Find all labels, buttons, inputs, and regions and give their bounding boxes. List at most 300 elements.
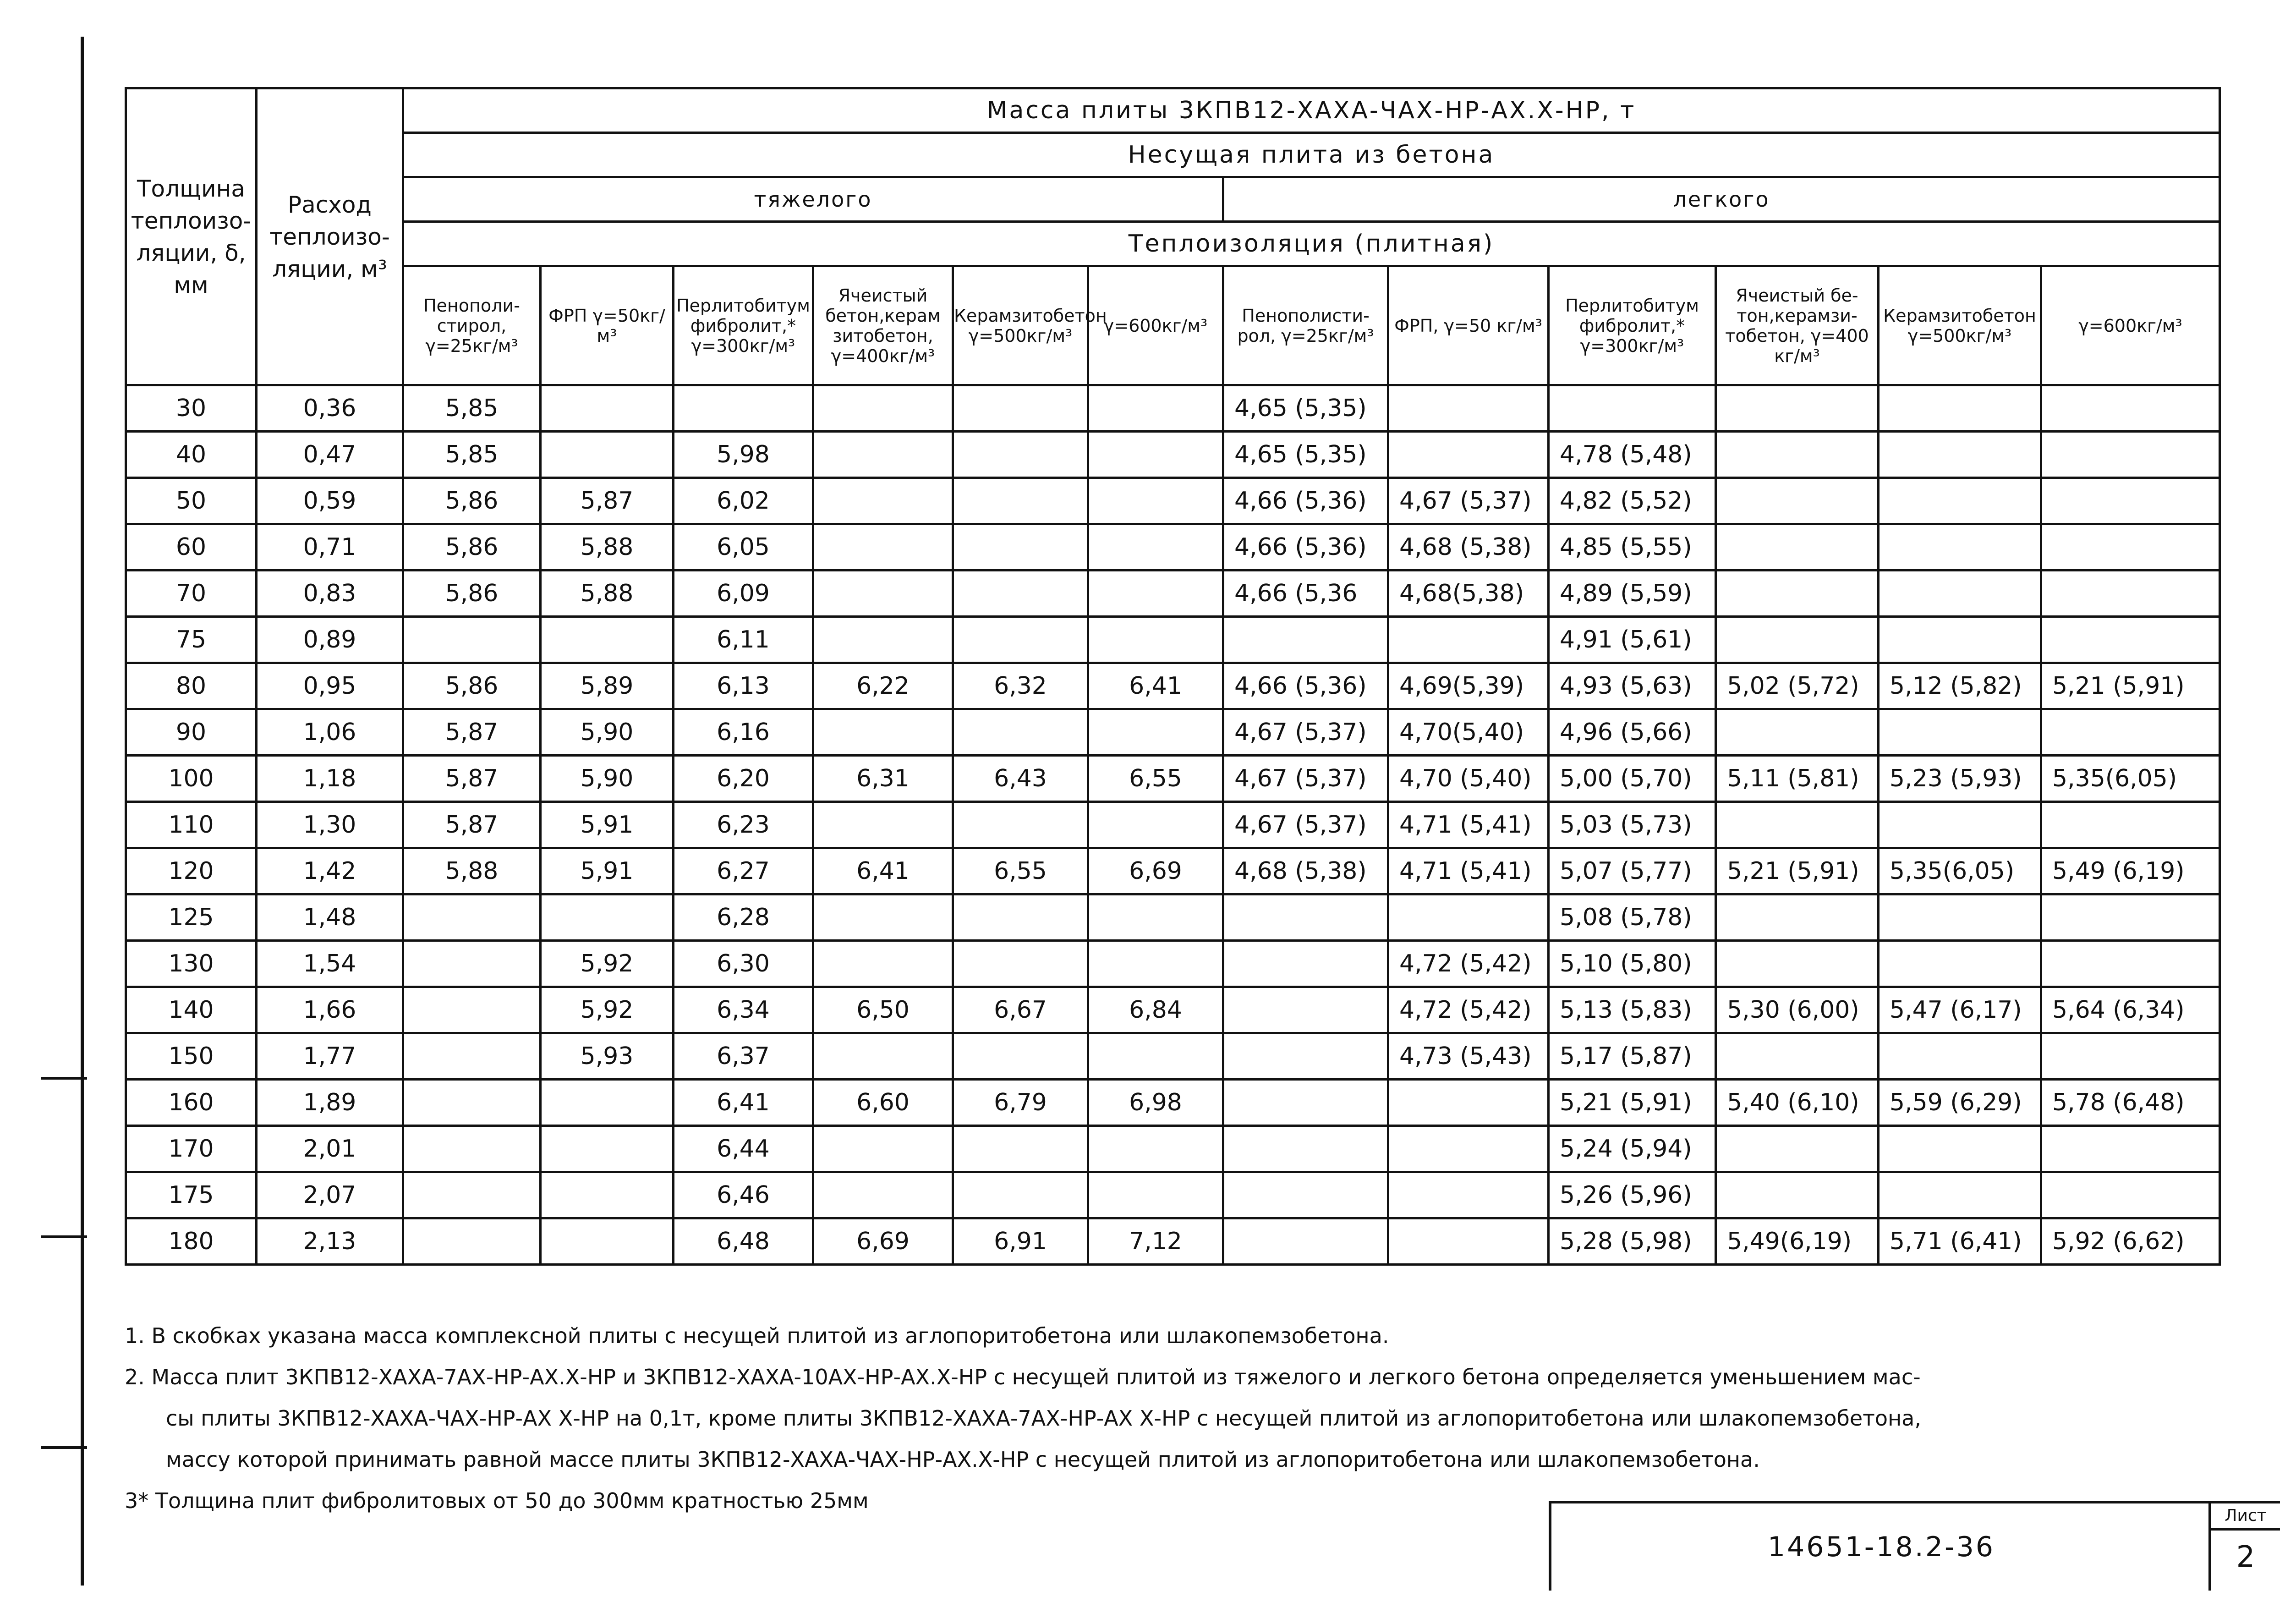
table-cell: 5,35(6,05) — [1879, 848, 2041, 894]
table-cell — [541, 894, 674, 941]
table-row — [126, 617, 2220, 663]
table-cell — [541, 432, 674, 478]
table-cell: 5,87 — [403, 709, 541, 756]
table-cell: 1,30 — [257, 802, 403, 848]
table-cell: 6,27 — [674, 848, 813, 894]
table-cell — [1088, 894, 1223, 941]
table-cell — [953, 894, 1088, 941]
table-cell: 4,65 (5,35) — [1223, 385, 1388, 432]
table-cell: 6,69 — [1088, 848, 1223, 894]
table-cell: 6,09 — [674, 571, 813, 617]
table-cell — [1879, 1172, 2041, 1218]
table-cell: 5,93 — [541, 1033, 674, 1080]
table-row — [126, 524, 2220, 571]
table-cell — [1879, 385, 2041, 432]
table-cell — [953, 941, 1088, 987]
document-code: 14651-18.2-36 — [1767, 1531, 1995, 1563]
table-cell: 5,49 (6,19) — [2041, 848, 2220, 894]
table-cell — [1716, 941, 1879, 987]
table-cell — [1716, 617, 1879, 663]
table-cell: 4,89 (5,59) — [1549, 571, 1716, 617]
table-row — [126, 1033, 2220, 1080]
consumption-header: Расход теплоизо-ляции, м³ — [257, 88, 403, 385]
table-cell — [541, 385, 674, 432]
table-cell: 7,12 — [1088, 1218, 1223, 1265]
table-cell — [403, 1218, 541, 1265]
table-cell: 180 — [126, 1218, 257, 1265]
table-cell: 110 — [126, 802, 257, 848]
table-cell: 5,85 — [403, 385, 541, 432]
table-cell — [813, 1033, 953, 1080]
table-cell: 5,98 — [674, 432, 813, 478]
table-cell: 6,16 — [674, 709, 813, 756]
table-cell: 5,91 — [541, 802, 674, 848]
table-cell: 5,88 — [541, 524, 674, 571]
table-cell: 140 — [126, 987, 257, 1033]
table-cell — [2041, 385, 2220, 432]
heavy-perlitobitum-header: Перлитобитум фибролит,* γ=300кг/м³ — [674, 266, 813, 385]
table-cell — [1388, 1218, 1549, 1265]
table-cell: 5,90 — [541, 709, 674, 756]
table-cell — [2041, 617, 2220, 663]
table-cell: 4,71 (5,41) — [1388, 802, 1549, 848]
table-cell: 6,43 — [953, 756, 1088, 802]
table-cell — [953, 1172, 1088, 1218]
table-cell — [953, 524, 1088, 571]
table-cell — [1879, 894, 2041, 941]
light-yacheistyi-header: Ячеистый бе-тон,керамзи-тобетон, γ=400 кг/м³ — [1716, 266, 1879, 385]
table-cell: 6,23 — [674, 802, 813, 848]
table-row — [126, 894, 2220, 941]
table-cell — [541, 1080, 674, 1126]
table-cell — [541, 617, 674, 663]
table-cell: 5,10 (5,80) — [1549, 941, 1716, 987]
table-cell: 5,21 (5,91) — [2041, 663, 2220, 709]
table-cell — [1388, 617, 1549, 663]
table-cell — [813, 571, 953, 617]
table-cell — [1716, 1172, 1879, 1218]
table-cell — [813, 894, 953, 941]
table-cell: 6,67 — [953, 987, 1088, 1033]
table-cell — [813, 432, 953, 478]
table-cell: 5,40 (6,10) — [1716, 1080, 1879, 1126]
table-cell: 4,66 (5,36 — [1223, 571, 1388, 617]
table-cell: 2,01 — [257, 1126, 403, 1172]
table-cell: 6,60 — [813, 1080, 953, 1126]
table-cell: 4,69(5,39) — [1388, 663, 1549, 709]
table-row — [126, 385, 2220, 432]
table-cell — [1223, 941, 1388, 987]
table-cell: 6,46 — [674, 1172, 813, 1218]
heavy-keramzit-500-label: γ=500кг/м³ — [968, 325, 1073, 346]
light-keramzit-600-header: γ=600кг/м³ — [2041, 266, 2220, 385]
table-cell — [1223, 894, 1388, 941]
light-frp-header: ФРП, γ=50 кг/м³ — [1388, 266, 1549, 385]
table-cell: 6,20 — [674, 756, 813, 802]
table-cell: 4,65 (5,35) — [1223, 432, 1388, 478]
table-cell: 5,88 — [403, 848, 541, 894]
table-cell: 1,48 — [257, 894, 403, 941]
table-cell: 6,55 — [953, 848, 1088, 894]
table-cell: 0,36 — [257, 385, 403, 432]
table-cell: 2,07 — [257, 1172, 403, 1218]
table-cell — [1879, 802, 2041, 848]
table-cell — [1716, 524, 1879, 571]
table-cell: 4,68 (5,38) — [1388, 524, 1549, 571]
table-cell: 5,59 (6,29) — [1879, 1080, 2041, 1126]
table-cell — [813, 941, 953, 987]
table-cell — [541, 1218, 674, 1265]
note-2-line-3: массу которой принимать равной массе плиты 3КПВ12-ХАХА-ЧАХ-НР-АХ.Х-НР с несущей плитой из аглопоритобетона или шлакопемзобетона. — [166, 1447, 1760, 1472]
table-cell: 4,68 (5,38) — [1223, 848, 1388, 894]
table-cell — [1088, 1126, 1223, 1172]
table-cell — [2041, 478, 2220, 524]
table-row — [126, 432, 2220, 478]
table-cell: 6,91 — [953, 1218, 1088, 1265]
table-cell — [1088, 1033, 1223, 1080]
table-cell — [813, 478, 953, 524]
table-cell: 5,07 (5,77) — [1549, 848, 1716, 894]
table-cell — [953, 1126, 1088, 1172]
table-cell: 90 — [126, 709, 257, 756]
heavy-keramzit-group-label: Керамзитобетон — [954, 305, 1107, 326]
table-row — [126, 1080, 2220, 1126]
table-cell — [674, 385, 813, 432]
table-cell: 5,17 (5,87) — [1549, 1033, 1716, 1080]
heavy-penopolistirol-header: Пенополи-стирол, γ=25кг/м³ — [403, 266, 541, 385]
table-cell: 5,64 (6,34) — [2041, 987, 2220, 1033]
table-row — [126, 1126, 2220, 1172]
table-cell: 5,47 (6,17) — [1879, 987, 2041, 1033]
table-cell — [953, 1033, 1088, 1080]
table-cell: 6,55 — [1088, 756, 1223, 802]
table-cell: 6,05 — [674, 524, 813, 571]
table-cell: 5,23 (5,93) — [1879, 756, 2041, 802]
light-keramzit-500-header — [1879, 266, 2041, 385]
table-cell: 5,88 — [541, 571, 674, 617]
table-cell: 5,21 (5,91) — [1549, 1080, 1716, 1126]
table-cell — [403, 987, 541, 1033]
table-cell — [1388, 1126, 1549, 1172]
table-cell: 5,86 — [403, 524, 541, 571]
table-row — [126, 1172, 2220, 1218]
table-cell: 100 — [126, 756, 257, 802]
table-cell — [2041, 1172, 2220, 1218]
table-cell: 0,71 — [257, 524, 403, 571]
table-cell: 5,08 (5,78) — [1549, 894, 1716, 941]
table-cell: 5,24 (5,94) — [1549, 1126, 1716, 1172]
table-cell — [1223, 1218, 1388, 1265]
insulation-header: Теплоизоляция (плитная) — [403, 222, 2220, 266]
table-cell — [1879, 478, 2041, 524]
table-cell: 60 — [126, 524, 257, 571]
table-cell: 1,89 — [257, 1080, 403, 1126]
table-cell — [1716, 1033, 1879, 1080]
table-cell — [1879, 524, 2041, 571]
table-cell: 5,30 (6,00) — [1716, 987, 1879, 1033]
heavy-keramzit-500-header — [953, 266, 1107, 385]
table-cell: 4,67 (5,37) — [1223, 709, 1388, 756]
table-cell: 4,67 (5,37) — [1388, 478, 1549, 524]
table-cell — [1223, 1172, 1388, 1218]
table-cell: 6,44 — [674, 1126, 813, 1172]
table-cell — [2041, 709, 2220, 756]
table-cell — [1388, 432, 1549, 478]
table-cell — [1223, 987, 1388, 1033]
table-cell — [1879, 571, 2041, 617]
table-cell — [813, 524, 953, 571]
table-row — [126, 571, 2220, 617]
table-cell: 4,91 (5,61) — [1549, 617, 1716, 663]
table-cell — [1716, 432, 1879, 478]
mass-title: Масса плиты 3КПВ12-ХАХА-ЧАХ-НР-АХ.Х-НР, т — [403, 88, 2220, 133]
table-cell: 4,67 (5,37) — [1223, 756, 1388, 802]
table-cell — [1879, 432, 2041, 478]
table-cell: 6,37 — [674, 1033, 813, 1080]
table-cell — [403, 894, 541, 941]
table-cell: 5,92 — [541, 941, 674, 987]
table-cell — [1088, 524, 1223, 571]
table-cell — [2041, 524, 2220, 571]
table-cell: 5,85 — [403, 432, 541, 478]
table-cell — [1223, 1080, 1388, 1126]
table-cell: 4,72 (5,42) — [1388, 987, 1549, 1033]
table-cell: 6,11 — [674, 617, 813, 663]
table-cell — [403, 1126, 541, 1172]
table-cell — [2041, 432, 2220, 478]
table-cell: 5,28 (5,98) — [1549, 1218, 1716, 1265]
table-cell — [403, 1033, 541, 1080]
table-cell: 50 — [126, 478, 257, 524]
table-cell: 5,89 — [541, 663, 674, 709]
table-cell — [1716, 709, 1879, 756]
table-cell — [1716, 385, 1879, 432]
table-cell — [2041, 941, 2220, 987]
heavy-yacheistyi-header: Ячеистый бетон,керам зитобетон, γ=400кг/м³ — [813, 266, 953, 385]
table-cell: 125 — [126, 894, 257, 941]
table-cell: 6,79 — [953, 1080, 1088, 1126]
table-cell: 5,13 (5,83) — [1549, 987, 1716, 1033]
table-cell: 4,78 (5,48) — [1549, 432, 1716, 478]
table-row — [126, 478, 2220, 524]
table-cell — [953, 617, 1088, 663]
note-3: 3* Толщина плит фибролитовых от 50 до 300мм кратностью 25мм — [125, 1488, 869, 1513]
table-cell — [1223, 617, 1388, 663]
table-cell — [2041, 571, 2220, 617]
table-cell: 1,06 — [257, 709, 403, 756]
light-perlitobitum-header: Перлитобитум фибролит,* γ=300кг/м³ — [1549, 266, 1716, 385]
table-cell: 5,86 — [403, 663, 541, 709]
table-cell: 4,66 (5,36) — [1223, 663, 1388, 709]
table-cell: 5,87 — [403, 802, 541, 848]
table-cell: 5,91 — [541, 848, 674, 894]
table-cell: 6,13 — [674, 663, 813, 709]
table-cell — [1716, 894, 1879, 941]
table-cell: 4,72 (5,42) — [1388, 941, 1549, 987]
table-cell: 5,35(6,05) — [2041, 756, 2220, 802]
table-cell: 4,67 (5,37) — [1223, 802, 1388, 848]
table-cell — [1549, 385, 1716, 432]
table-cell — [1088, 617, 1223, 663]
table-cell: 1,42 — [257, 848, 403, 894]
table-cell: 4,70(5,40) — [1388, 709, 1549, 756]
table-cell: 80 — [126, 663, 257, 709]
table-cell: 0,47 — [257, 432, 403, 478]
mass-table — [125, 87, 2221, 1266]
table-cell: 5,02 (5,72) — [1716, 663, 1879, 709]
table-cell: 1,66 — [257, 987, 403, 1033]
table-cell — [953, 571, 1088, 617]
table-cell — [953, 709, 1088, 756]
table-cell — [1388, 894, 1549, 941]
table-cell — [2041, 1126, 2220, 1172]
table-cell: 6,41 — [1088, 663, 1223, 709]
table-cell — [1716, 802, 1879, 848]
table-cell: 5,92 — [541, 987, 674, 1033]
table-cell — [1388, 1172, 1549, 1218]
table-cell — [953, 385, 1088, 432]
notes — [125, 1315, 2232, 1521]
table-cell — [1088, 709, 1223, 756]
table-cell — [813, 709, 953, 756]
table-cell: 5,00 (5,70) — [1549, 756, 1716, 802]
table-cell: 5,86 — [403, 571, 541, 617]
table-cell — [813, 617, 953, 663]
table-cell: 70 — [126, 571, 257, 617]
table-cell: 4,73 (5,43) — [1388, 1033, 1549, 1080]
table-row — [126, 848, 2220, 894]
sheet-number: 2 — [2236, 1540, 2255, 1574]
table-cell: 6,34 — [674, 987, 813, 1033]
note-2-line-1: 2. Масса плит 3КПВ12-ХАХА-7АХ-НР-АХ.Х-НР и 3КПВ12-ХАХА-10АХ-НР-АХ.Х-НР с несущей плитой из тяжелого и легкого бетона определяется уменьшением мас- — [125, 1365, 1921, 1389]
table-cell: 170 — [126, 1126, 257, 1172]
table-cell: 6,02 — [674, 478, 813, 524]
table-cell — [1716, 1126, 1879, 1172]
table-cell: 1,77 — [257, 1033, 403, 1080]
table-cell — [2041, 894, 2220, 941]
table-cell: 150 — [126, 1033, 257, 1080]
table-cell: 75 — [126, 617, 257, 663]
table-cell — [813, 1126, 953, 1172]
note-1: 1. В скобках указана масса комплексной плиты с несущей плитой из аглопоритобетона или шлакопемзобетона. — [125, 1323, 1389, 1348]
table-cell — [1879, 709, 2041, 756]
table-cell: 5,71 (6,41) — [1879, 1218, 2041, 1265]
table-cell: 6,98 — [1088, 1080, 1223, 1126]
table-cell: 5,86 — [403, 478, 541, 524]
table-cell: 6,32 — [953, 663, 1088, 709]
table-cell: 6,28 — [674, 894, 813, 941]
table-cell: 4,68(5,38) — [1388, 571, 1549, 617]
table-cell — [1223, 1033, 1388, 1080]
table-cell — [813, 1172, 953, 1218]
table-cell: 5,26 (5,96) — [1549, 1172, 1716, 1218]
table-cell — [813, 385, 953, 432]
table-cell — [1388, 1080, 1549, 1126]
light-keramzit-500-label: γ=500кг/м³ — [1907, 325, 2012, 346]
table-cell: 120 — [126, 848, 257, 894]
table-cell: 5,12 (5,82) — [1879, 663, 2041, 709]
table-cell: 4,66 (5,36) — [1223, 478, 1388, 524]
table-cell: 6,48 — [674, 1218, 813, 1265]
table-cell: 4,71 (5,41) — [1388, 848, 1549, 894]
table-cell: 0,83 — [257, 571, 403, 617]
table-cell: 175 — [126, 1172, 257, 1218]
table-cell — [1088, 1172, 1223, 1218]
table-cell — [1088, 941, 1223, 987]
table-cell — [2041, 1033, 2220, 1080]
table-cell: 4,85 (5,55) — [1549, 524, 1716, 571]
heavy-frp-header: ФРП γ=50кг/м³ — [541, 266, 674, 385]
table-cell: 2,13 — [257, 1218, 403, 1265]
table-cell: 6,30 — [674, 941, 813, 987]
table-cell: 6,84 — [1088, 987, 1223, 1033]
table-cell — [953, 478, 1088, 524]
note-2-line-2: сы плиты 3КПВ12-ХАХА-ЧАХ-НР-АХ Х-НР на 0,1т, кроме плиты 3КПВ12-ХАХА-7АХ-НР-АХ Х-НР с несущей плитой из аглопоритобетона или шлакопемзобетона, — [166, 1406, 1921, 1431]
table-cell — [2041, 802, 2220, 848]
table-cell: 5,90 — [541, 756, 674, 802]
table-cell — [1388, 385, 1549, 432]
table-cell: 30 — [126, 385, 257, 432]
table-cell: 40 — [126, 432, 257, 478]
table-cell — [1088, 571, 1223, 617]
table-cell: 6,41 — [674, 1080, 813, 1126]
table-cell: 4,93 (5,63) — [1549, 663, 1716, 709]
table-cell — [403, 617, 541, 663]
table-cell — [1223, 1126, 1388, 1172]
title-block — [1549, 1501, 2211, 1591]
table-cell: 6,22 — [813, 663, 953, 709]
table-cell: 1,54 — [257, 941, 403, 987]
table-cell — [1088, 432, 1223, 478]
sheet-box — [2208, 1501, 2280, 1591]
table-cell — [1879, 1126, 2041, 1172]
table-cell — [813, 802, 953, 848]
table-cell — [1088, 802, 1223, 848]
table-cell: 4,96 (5,66) — [1549, 709, 1716, 756]
table-cell: 0,89 — [257, 617, 403, 663]
table-row — [126, 756, 2220, 802]
table-cell: 5,21 (5,91) — [1716, 848, 1879, 894]
heavy-concrete-header: тяжелого — [403, 177, 1223, 222]
table-cell — [541, 1126, 674, 1172]
table-cell — [403, 1172, 541, 1218]
table-cell — [541, 1172, 674, 1218]
table-cell: 5,87 — [541, 478, 674, 524]
bearing-plate-header: Несущая плита из бетона — [403, 133, 2220, 177]
table-cell: 5,49(6,19) — [1716, 1218, 1879, 1265]
table-cell: 5,78 (6,48) — [2041, 1080, 2220, 1126]
table-cell — [953, 802, 1088, 848]
table-body — [126, 385, 2220, 1265]
table-cell: 130 — [126, 941, 257, 987]
table-cell — [1088, 385, 1223, 432]
table-cell: 6,31 — [813, 756, 953, 802]
table-cell: 5,87 — [403, 756, 541, 802]
table-cell: 6,50 — [813, 987, 953, 1033]
table-cell: 160 — [126, 1080, 257, 1126]
table-cell — [1088, 478, 1223, 524]
table-cell: 5,03 (5,73) — [1549, 802, 1716, 848]
light-keramzit-group-label: Керамзитобетон — [1883, 305, 2036, 326]
table-cell — [1879, 941, 2041, 987]
table-cell: 4,70 (5,40) — [1388, 756, 1549, 802]
table-cell: 4,66 (5,36) — [1223, 524, 1388, 571]
table-cell: 6,41 — [813, 848, 953, 894]
table-cell — [953, 432, 1088, 478]
table-cell — [1716, 478, 1879, 524]
table-row — [126, 1218, 2220, 1265]
table-row — [126, 802, 2220, 848]
